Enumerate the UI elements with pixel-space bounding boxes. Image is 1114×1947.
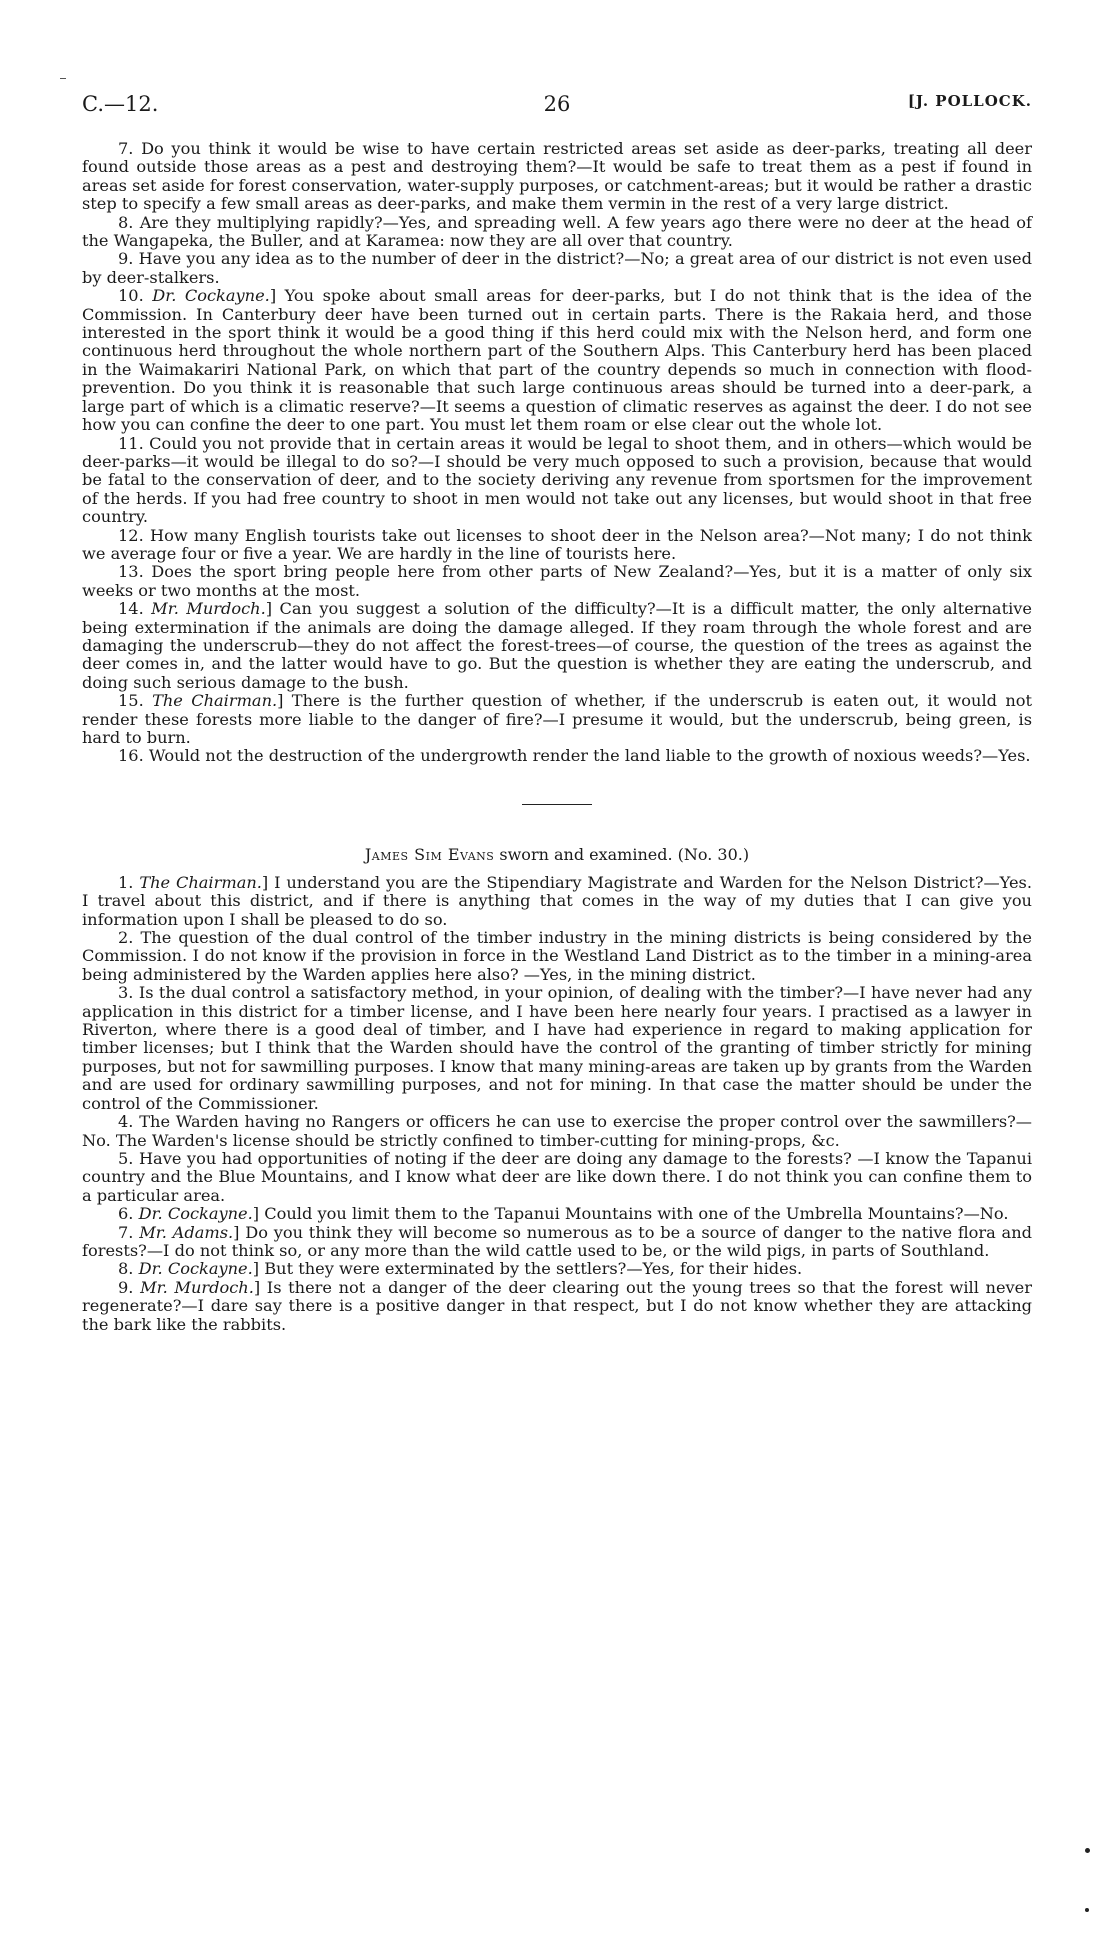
question-paragraph [82,1150,1032,1205]
question-number: 6. [118,1204,139,1224]
question-paragraph [82,874,1032,929]
page-mark-dot [1085,1848,1090,1853]
question-text: 4. The Warden having no Rangers or officers he can use to exercise the proper control over the sawmillers?—No. The Warden's license should be strictly confined to timber-cutting for mining-props, &c. [82,1112,1032,1150]
speaker-name: The Chairman. [152,691,278,711]
witness-running-head: [J. POLLOCK. [907,92,1032,110]
speaker-name: Mr. Murdoch. [151,599,266,619]
page-number: 26 [543,92,571,116]
question-text: ] Could you limit them to the Tapanui Mountains with one of the Umbrella Mountains?—No. [252,1204,1009,1224]
question-paragraph [82,747,1032,765]
question-paragraph [82,1279,1032,1334]
question-paragraph [82,435,1032,527]
question-text: ] Do you think they will become so numerous as to be a source of danger to the native flora and forests?—I do not think so, or any more than the wild cattle used to be, or the wild pigs, in parts of Southland. [82,1222,1032,1260]
witness-name: James Sim Evans [364,844,495,864]
question-paragraph [82,600,1032,692]
witness-heading-rest: sworn and examined. (No. 30.) [494,844,750,864]
question-text: ] Is there not a danger of the deer clearing out the young trees so that the forest will never regenerate?—I dare say there is a positive danger in that respect, but I do not know whether they are attacking the bark like the rabbits. [82,1277,1033,1334]
question-paragraph [82,287,1032,434]
paper-reference: C.—12. [82,92,159,116]
question-text: 9. Have you any idea as to the number of deer in the district?—No; a great area of our district is not even used by deer-stalkers. [82,249,1032,287]
question-text: 2. The question of the dual control of the timber industry in the mining districts is being considered by the Commission. I do not know if the provision in force in the Westland Land District as to the timber in a mining-area being administered by the Warden applies here also? —Yes, in the mining district. [82,928,1032,984]
question-number: 10. [118,286,153,306]
question-text: ] You spoke about small areas for deer-parks, but I do not think that is the idea of the Commission. In Canterbury deer have been turned out in certain parts. There is the Rakaia herd, and those interested in the sport think it would be a good thing if this herd could mix with the Nelson herd, and form one continuous herd throughout the whole northern part of the Southern Alps. This Canterbury herd has been placed in the Waimakariri National Park, on which that part of the country depends so much in connection with flood-prevention. Do you think it is reasonable that such large continuous areas should be turned into a deer-park, a large part of which is a climatic reserve?—It seems a question of climatic reserves as against the deer. I do not see how you can confine the deer to one part. You must let them roam or else clear out the whole lot. [82,286,1032,435]
witness-heading [82,845,1032,864]
question-text: ] There is the further question of whether, if the underscrub is eaten out, it would not render these forests more liable to the danger of fire?—I presume it would, but the underscrub, being green, is hard to burn. [82,691,1032,747]
question-paragraph [82,1113,1032,1150]
question-text: 3. Is the dual control a satisfactory method, in your opinion, of dealing with the timber?—I have never had any application in this district for a timber license, and I have been here nearly four years. I practised as a lawyer in Riverton, where there is a good deal of timber, and I have had experience in regard to making application for timber licenses; but I think that the Warden should have the control of the granting of timber strictly for mining purposes, but not for sawmilling purposes. I know that many mining-areas are taken up by grants from the Warden and are used for ordinary sawmilling purposes, and not for mining. In that case the matter should be under the control of the Commissioner. [82,983,1032,1113]
question-text: 5. Have you had opportunities of noting if the deer are doing any damage to the forests? —I know the Tapanui country and the Blue Mountains, and I know what deer are like down there. I do not think you can confine them to a particular area. [82,1148,1032,1205]
question-number: 14. [118,599,152,619]
question-paragraph [82,563,1032,600]
question-number: 7. [118,1222,140,1242]
question-paragraph [82,140,1032,214]
question-text: 16. Would not the destruction of the undergrowth render the land liable to the growth of noxious weeds?—Yes. [118,746,1031,766]
speaker-name: Dr. Cockayne. [152,286,270,306]
question-text: 12. How many English tourists take out licenses to shoot deer in the Nelson area?—Not many; I do not think we average four or five a year. We are hardly in the line of tourists here. [82,525,1032,563]
document-page [82,92,1032,1334]
question-number: 15. [118,691,153,711]
question-paragraph [82,214,1032,251]
question-paragraph [82,1205,1032,1223]
question-paragraph [82,1224,1032,1261]
question-paragraph [82,250,1032,287]
question-text: 13. Does the sport bring people here from other parts of New Zealand?—Yes, but it is a matter of only six weeks or two months at the most. [82,562,1032,600]
question-paragraph [82,929,1032,984]
speaker-name: Dr. Cockayne. [138,1204,253,1224]
question-text: 8. Are they multiplying rapidly?—Yes, and spreading well. A few years ago there were no deer at the head of the Wangapeka, the Buller, and at Karamea: now they are all over that country. [82,212,1032,251]
question-paragraph [82,984,1032,1113]
question-paragraph [82,1260,1032,1278]
question-text: ] Can you suggest a solution of the difficulty?—It is a difficult matter, the only alternative being extermination if the animals are doing the damage alleged. If they roam through the whole forest and are damaging the underscrub—they do not affect the forest-trees—of course, the question of the trees as against the deer comes in, and the latter would have to go. But the question is whether they are eating the underscrub, and doing such serious damage to the bush. [82,599,1032,692]
question-number: 1. [118,872,140,892]
question-text: ] But they were exterminated by the settlers?—Yes, for their hides. [252,1259,803,1279]
speaker-name: The Chairman. [139,872,262,892]
page-mark [60,78,66,79]
testimony-pollock [82,140,1032,766]
page-header [82,92,1032,132]
section-divider [522,804,592,805]
question-text: 7. Do you think it would be wise to have certain restricted areas set aside as deer-parks, treating all deer found outside those areas as a pest and destroying them?—It would be safe to treat them as a pest if found in areas set aside for forest conservation, water-supply purposes, or catchment-areas; but it would be rather a drastic step to specify a few small areas as deer-parks, and make them vermin in the rest of a very large district. [82,139,1032,214]
question-paragraph [82,692,1032,747]
page-mark-dot [1085,1908,1089,1912]
speaker-name: Dr. Cockayne. [138,1259,253,1279]
speaker-name: Mr. Adams. [139,1222,234,1242]
question-text: ] I understand you are the Stipendiary Magistrate and Warden for the Nelson District?—Yes. I travel about this district, and if there is anything that comes in the way of my duties that I can give you information upon I shall be pleased to do so. [82,872,1032,929]
question-paragraph [82,527,1032,564]
question-number: 8. [118,1259,139,1279]
question-number: 9. [118,1277,141,1297]
speaker-name: Mr. Murdoch. [140,1277,254,1297]
question-text: 11. Could you not provide that in certain areas it would be legal to shoot them, and in others—which would be deer-parks—it would be illegal to do so?—I should be very much opposed to such a provision, because that would be fatal to the conservation of deer, and to the society deriving any revenue from sportsmen for the improvement of the herds. If you had free country to shoot in men would not take out any licenses, but would shoot in that free country. [82,433,1032,527]
testimony-evans [82,874,1032,1334]
